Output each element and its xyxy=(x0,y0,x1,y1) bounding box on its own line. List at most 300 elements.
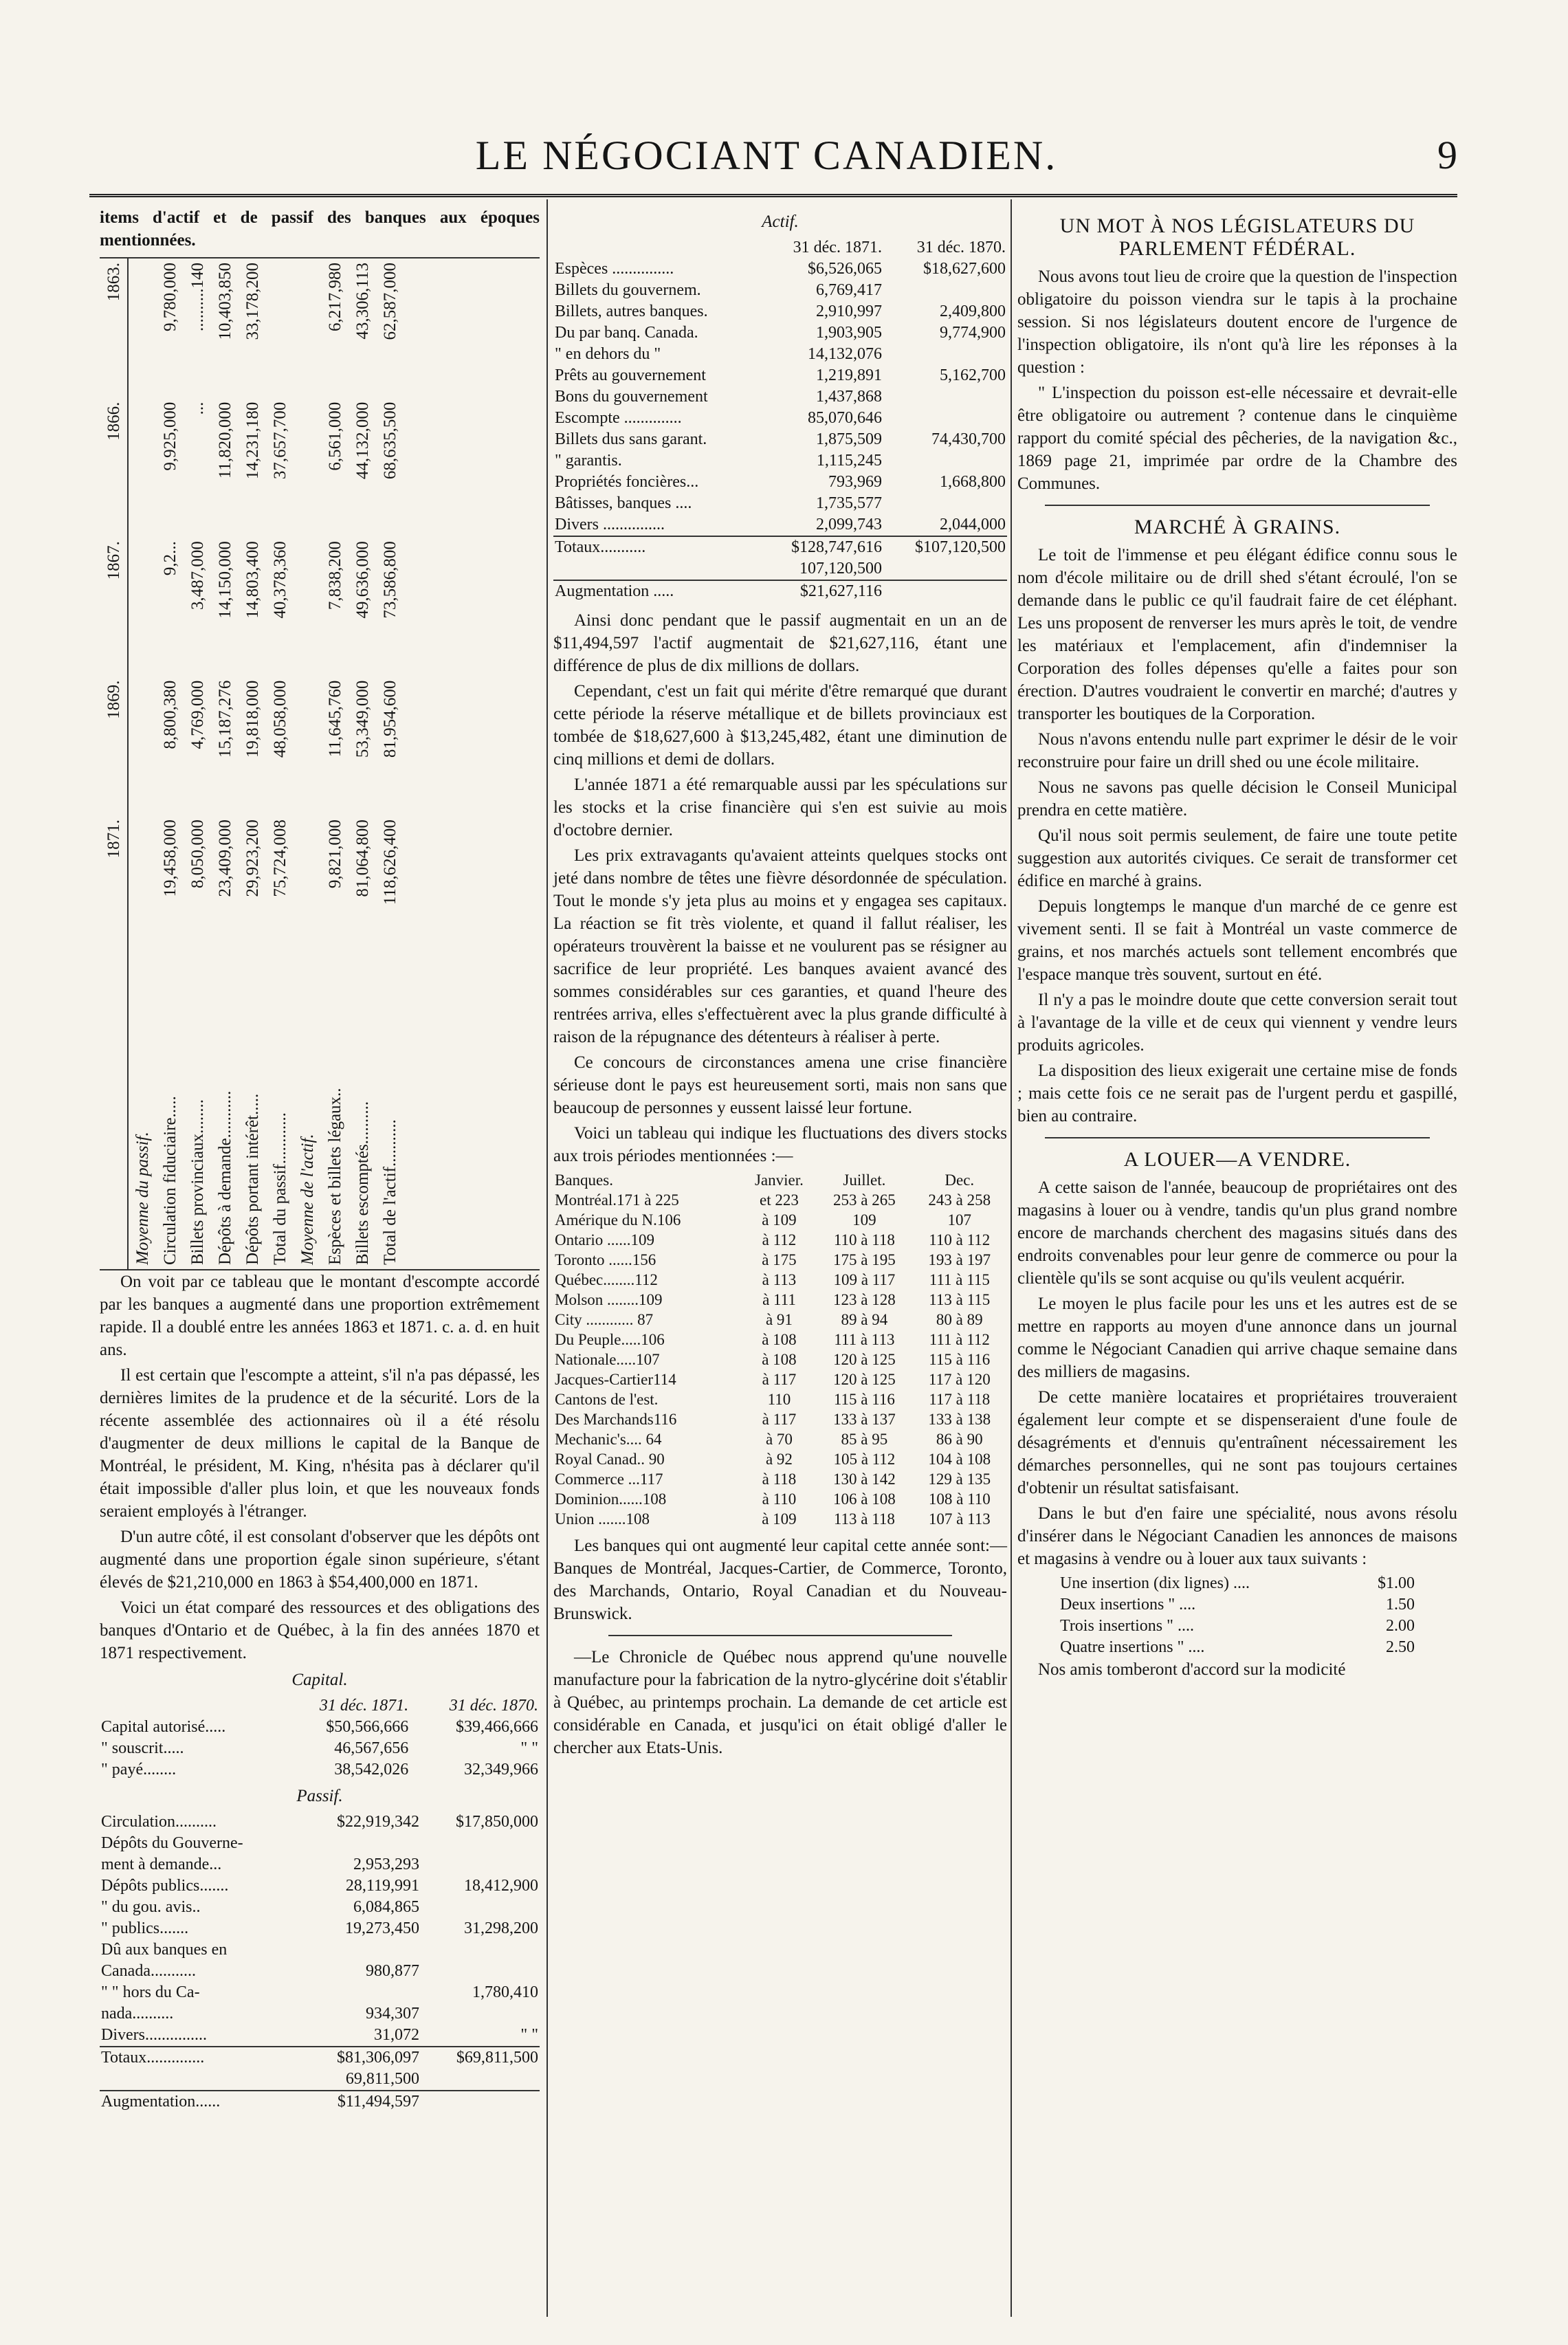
cell: à 70 xyxy=(765,1431,793,1448)
table-row-label: Totaux.............. xyxy=(101,2049,205,2067)
paragraph: De cette manière locataires et propriétaires trouveraient également leur compte et se dispenseraient d'une foule de désagréments et d'ennuis qu'entraînent nécessairement les démarches personnelles, qui ne sont pas toujours certaines d'obtenir un résultat satisfaisant. xyxy=(1017,1388,1457,1497)
column-divider xyxy=(1011,199,1012,2317)
paragraph: A cette saison de l'année, beaucoup de propriétaires ont des magasins à louer ou à vendre, tandis qu'un plus grand nombre encore de marchands cherchent des magasins situés dans des endroits convenables pour leur genre de commerce ou pour la clientèle qu'ils se sont acquise ou qu'ils veulent acquérir. xyxy=(1017,1178,1457,1288)
cell xyxy=(421,1897,540,1918)
cell: 1,903,905 xyxy=(815,324,882,342)
cell xyxy=(421,1833,540,1854)
table-row xyxy=(553,280,1007,301)
table-row xyxy=(553,1489,1007,1509)
table-row-label: " souscrit..... xyxy=(101,1739,184,1757)
divider xyxy=(1045,505,1430,506)
cell: 107 à 113 xyxy=(928,1510,991,1528)
paragraph: Nos amis tomberont d'accord sur la modicité xyxy=(1038,1660,1346,1679)
cell xyxy=(883,280,1007,301)
table-row-label: Prêts au gouvernement xyxy=(555,366,706,384)
passif-table xyxy=(100,1812,540,2113)
cell: 86 à 90 xyxy=(936,1431,983,1448)
cell: Jacques-Cartier114 xyxy=(555,1371,676,1388)
cell: $128,747,616 xyxy=(791,538,882,556)
cell xyxy=(302,1982,421,2003)
year-head: 1869. xyxy=(100,676,128,816)
cell: et 223 xyxy=(760,1191,799,1209)
table-row xyxy=(553,1369,1007,1389)
table-row-label: Dû aux banques en xyxy=(101,1941,228,1959)
cell: 175 à 195 xyxy=(833,1251,896,1268)
heading-marche-grains: MARCHÉ À GRAINS. xyxy=(1134,516,1341,538)
cell: 1,668,800 xyxy=(940,473,1006,491)
col-head: Dec. xyxy=(945,1171,975,1189)
cell: 111 à 112 xyxy=(929,1331,990,1348)
cell: 6,561,000 xyxy=(325,401,344,471)
table-row xyxy=(553,1389,1007,1409)
column-1 xyxy=(100,206,540,2113)
table-row xyxy=(553,322,1007,344)
cell xyxy=(302,1833,421,1854)
column-1-text xyxy=(100,1270,540,1664)
cell: 118,626,400 xyxy=(380,819,399,905)
table-row xyxy=(553,1429,1007,1449)
table-row xyxy=(100,1812,540,1833)
table-row xyxy=(553,450,1007,472)
cell: 129 à 135 xyxy=(928,1471,991,1488)
cell: 44,132,000 xyxy=(353,401,372,480)
table-row-label: Billets du gouvernem. xyxy=(555,281,701,299)
cell: 85 à 95 xyxy=(841,1431,888,1448)
cell: Commerce ...117 xyxy=(555,1471,663,1488)
cell: 6,769,417 xyxy=(815,281,882,299)
table-row xyxy=(553,472,1007,493)
cell: 75,724,008 xyxy=(270,819,289,897)
cell xyxy=(883,408,1007,429)
cell: 7,838,200 xyxy=(325,541,344,610)
cell xyxy=(302,1939,421,1961)
table-row-label: Billets, autres banques. xyxy=(555,302,708,320)
table-row xyxy=(553,1190,1007,1210)
cell: 14,150,000 xyxy=(215,541,234,619)
cell xyxy=(266,258,294,398)
cell: Des Marchands116 xyxy=(555,1411,677,1428)
cell: $50,566,666 xyxy=(326,1718,409,1736)
table-row-label: Propriétés foncières... xyxy=(555,473,699,491)
table-row-label: " garantis. xyxy=(555,452,622,470)
cell: 85,070,646 xyxy=(807,409,882,427)
table-row xyxy=(553,1250,1007,1270)
col-head: Juillet. xyxy=(843,1171,886,1189)
paragraph: Nous n'avons entendu nulle part exprimer le désir de le voir reconstruire pour faire un drill shed ou une école militaire. xyxy=(1017,730,1457,771)
paragraph: La disposition des lieux exigerait une certaine mise de fonds ; mais cette fois ce ne serait pas de l'urgent perdu et gaspillé, bien au contraire. xyxy=(1017,1061,1457,1125)
cell: Amérique du N.106 xyxy=(555,1211,681,1229)
cell: 31,298,200 xyxy=(464,1919,538,1937)
cell: 5,162,700 xyxy=(940,366,1006,384)
cell: 9,925,000 xyxy=(160,401,179,471)
table-row-label: Canada........... xyxy=(101,1962,196,1980)
cell: à 108 xyxy=(762,1351,797,1368)
table-row xyxy=(100,1833,540,1854)
cell: 110 à 112 xyxy=(929,1231,991,1248)
paragraph: L'année 1871 a été remarquable aussi par les spéculations sur les stocks et la crise financière qui s'en est suivie au mois d'octobre dernier. xyxy=(553,775,1007,839)
newspaper-title: LE NÉGOCIANT CANADIEN. xyxy=(475,133,1058,178)
actif-title: Actif. xyxy=(762,212,799,231)
table-row xyxy=(100,1961,540,1982)
cell: Toronto ......156 xyxy=(555,1251,656,1268)
cell: 104 à 108 xyxy=(928,1451,991,1468)
cell: 6,084,865 xyxy=(353,1898,419,1916)
table-row-label: " payé........ xyxy=(101,1761,177,1779)
cell: 43,306,113 xyxy=(353,263,372,340)
cell: 14,132,076 xyxy=(807,345,882,363)
table-row xyxy=(553,386,1007,408)
cell: 28,119,991 xyxy=(345,1877,419,1895)
cell: 37,657,700 xyxy=(270,401,289,480)
table-row xyxy=(184,258,211,1269)
cell: 14,231,180 xyxy=(243,401,262,480)
table-row-label: Espèces et billets légaux.. xyxy=(325,1088,344,1265)
table-row-label: Dépôts portant intérêt..... xyxy=(243,1093,262,1265)
paragraph: Les banques qui ont augmenté leur capital cette année sont:—Banques de Montréal, Jacques-Cartier, de Commerce, Toronto, des Marchands, Ontario, Royal Canadian et du Nouveau-Brunswick. xyxy=(553,1537,1007,1623)
paragraph: Le moyen le plus facile pour les uns et les autres est de se mettre en rapports au moyen d'une annonce dans un journal comme le Négociant Canadien qui arrive chaque semaine dans des milliers de magasins. xyxy=(1017,1295,1457,1381)
cell: 1,437,868 xyxy=(815,388,882,406)
table-row-label: " " hors du Ca- xyxy=(101,1983,200,2001)
cell: 69,811,500 xyxy=(345,2070,419,2088)
table-row-label: Total du passif............ xyxy=(270,1112,289,1265)
page-number: 9 xyxy=(1437,133,1457,177)
table-row-label: Divers............... xyxy=(101,2026,207,2044)
cell: " " xyxy=(520,1739,538,1757)
paragraph: Le toit de l'immense et peu élégant édifice connu sous le nom d'école militaire ou de drill shed s'étant écroulé, l'on se demande dans le public ce qu'il faudrait faire de cet éléphant. Les uns proposent de renverser les murs après le toit, de vendre les matériaux et l'emplacement, afin d'indemniser la Corporation des folles dépenses qu'elle a faites pour son érection. D'autres voudraient le convertir en marché; d'autres y transporter les boutiques de la Corporation. xyxy=(1017,546,1457,723)
cell: 2,910,997 xyxy=(815,302,882,320)
cell: Du Peuple.....106 xyxy=(555,1331,665,1348)
cell: " " xyxy=(520,2026,538,2044)
table-row-label: Billets provinciaux........ xyxy=(188,1099,207,1265)
header-rule xyxy=(89,194,1457,201)
table-row-label: " en dehors du " xyxy=(555,345,661,363)
table-row-label: Bons du gouvernement xyxy=(555,388,708,406)
cell: 1,780,410 xyxy=(472,1983,538,2001)
cell: 11,645,760 xyxy=(325,680,344,758)
col-head: Janvier. xyxy=(754,1171,804,1189)
table-row-label: Billets dus sans garant. xyxy=(555,430,707,448)
table-intro: items d'actif et de passif des banques aux époques mentionnées. xyxy=(100,208,540,250)
cell: 2,044,000 xyxy=(940,516,1006,533)
cell: 81,064,800 xyxy=(353,819,372,897)
cell: Mechanic's.... 64 xyxy=(555,1431,662,1448)
cell: 1,115,245 xyxy=(816,452,882,470)
rates-table xyxy=(1059,1573,1416,1658)
cell: 2,953,293 xyxy=(353,1856,419,1873)
cell: 110 xyxy=(767,1391,791,1408)
cell: $107,120,500 xyxy=(915,538,1006,556)
cell: $6,526,065 xyxy=(807,260,882,278)
cell: $39,466,666 xyxy=(456,1718,538,1736)
cell: 15,187,276 xyxy=(215,680,234,758)
table-row xyxy=(553,429,1007,450)
cell: Ontario ......109 xyxy=(555,1231,655,1248)
cell: 29,923,200 xyxy=(243,819,262,897)
cell: 6,217,980 xyxy=(325,263,344,331)
table-row-label: Espèces ............... xyxy=(555,260,674,278)
cell: 19,273,450 xyxy=(344,1919,419,1937)
cell: 9,2... xyxy=(160,541,179,576)
cell xyxy=(421,1854,540,1875)
table-row xyxy=(1059,1637,1416,1658)
paragraph: " L'inspection du poisson est-elle nécessaire et devrait-elle être obligatoire ou autrement ? contenue dans le cinquième rapport du comité spécial des pêcheries, de la navigation &c., 1869 page 21, imprimée par ordre de la Chambre des Communes. xyxy=(1017,384,1457,493)
cell: $11,494,597 xyxy=(337,2093,419,2111)
year-head: 1871. xyxy=(100,815,128,967)
cell xyxy=(883,386,1007,408)
table-row-label: Total de l'actif........... xyxy=(380,1119,399,1265)
table-row xyxy=(100,1897,540,1918)
cell: 62,587,000 xyxy=(380,263,399,340)
paragraph: Il est certain que l'escompte a atteint, s'il n'a pas dépassé, les dernières limites de la prudence et de la sécurité. Lors de la récente assemblée des actionnaires où il a été résolu d'augmenter de deux millions le capital de la Banque de Montréal, le président, M. King, n'hésita pas à déclarer qu'il était impossible d'aller plus loin, et que les nouveaux fonds seraient employés à l'étranger. xyxy=(100,1366,540,1521)
table-row xyxy=(211,258,239,1269)
cell: 80 à 89 xyxy=(936,1311,983,1328)
cell: à 175 xyxy=(762,1251,797,1268)
paragraph: D'un autre côté, il est consolant d'observer que les dépôts ont augmenté dans une proportion égale sinon supérieure, s'étant élevés de $21,210,000 en 1863 à $54,400,000 en 1871. xyxy=(100,1528,540,1592)
cell: 111 à 113 xyxy=(834,1331,895,1348)
table-row-label: Augmentation ..... xyxy=(555,582,674,600)
cell: 14,803,400 xyxy=(243,541,262,619)
column-3 xyxy=(1017,206,1457,1684)
paragraph: Qu'il nous soit permis seulement, de faire une toute petite suggestion aux autorités civiques. Ce serait de transformer cet édifice en marché à grains. xyxy=(1017,826,1457,890)
col-head: 31 déc. 1870. xyxy=(449,1697,538,1715)
cell xyxy=(421,1961,540,1982)
paragraph: Nous ne savons pas quelle décision le Conseil Municipal prendra en cette matière. xyxy=(1017,778,1457,819)
cell: 89 à 94 xyxy=(841,1311,888,1328)
cell: 2,099,743 xyxy=(815,516,882,533)
table-row xyxy=(100,1939,540,1961)
table-row-label: Dépôts à demande........... xyxy=(215,1090,234,1265)
cell: 111 à 115 xyxy=(929,1271,990,1288)
table-row xyxy=(553,514,1007,536)
year-head: 1866. xyxy=(100,398,128,538)
cell: 4,769,000 xyxy=(188,680,207,749)
cell: 9,780,000 xyxy=(160,263,179,331)
table-row xyxy=(100,2003,540,2025)
cell: 18,412,900 xyxy=(464,1877,538,1895)
bank-averages-table xyxy=(100,257,540,1270)
table-row xyxy=(553,1449,1007,1469)
table-row xyxy=(1059,1616,1416,1637)
table-row xyxy=(553,301,1007,322)
table-row xyxy=(1059,1594,1416,1616)
cell: 107 xyxy=(947,1211,972,1229)
cell: ..........140 xyxy=(188,263,207,331)
table-row xyxy=(553,258,1007,280)
table-row xyxy=(349,258,376,1269)
table-row-label: Billets escomptés.......... xyxy=(353,1101,372,1265)
cell: $22,919,342 xyxy=(336,1813,419,1831)
paragraph: Nous avons tout lieu de croire que la question de l'inspection obligatoire du poisson viendra sur le tapis à la prochaine session. Si nos législateurs doutent encore de l'urgence de l'inspection obligatoire, ils n'ont qu'à lire les réponses à la question : xyxy=(1017,267,1457,377)
cell: 38,542,026 xyxy=(334,1761,409,1779)
cell xyxy=(883,344,1007,365)
table-row xyxy=(239,258,266,1269)
table-row xyxy=(100,1982,540,2003)
cell: 48,058,000 xyxy=(270,680,289,758)
cell: $69,811,500 xyxy=(456,2049,538,2067)
cell: Royal Canad.. 90 xyxy=(555,1451,665,1468)
table-row xyxy=(376,258,404,1269)
table-row-label: Totaux........... xyxy=(555,538,646,556)
divider xyxy=(1045,1137,1430,1138)
cell: 193 à 197 xyxy=(928,1251,991,1268)
paragraph: Voici un état comparé des ressources et des obligations des banques d'Ontario et de Québec, à la fin des années 1870 et 1871 respectivement. xyxy=(100,1598,540,1662)
cell xyxy=(883,493,1007,514)
cell: 68,635,500 xyxy=(380,401,399,480)
cell: 74,430,700 xyxy=(931,430,1006,448)
cell: 9,774,900 xyxy=(940,324,1006,342)
table-row xyxy=(553,365,1007,386)
table-row xyxy=(266,258,294,1269)
col-head: 31 déc. 1870. xyxy=(916,239,1006,256)
cell: à 117 xyxy=(762,1371,797,1388)
table-row xyxy=(553,344,1007,365)
paragraph: —Le Chronicle de Québec nous apprend qu'une nouvelle manufacture pour la fabrication de la nytro-glycérine doit s'établir à Québec, au printemps prochain. La demande de cet article est considérable en Canada, et jusqu'ici on était obligé d'aller le chercher aux Etats-Unis. xyxy=(553,1648,1007,1757)
cell: 31,072 xyxy=(373,2026,419,2044)
table-row-label: Quatre insertions " .... xyxy=(1060,1638,1205,1656)
cell: $1.00 xyxy=(1378,1574,1415,1592)
cell: à 113 xyxy=(762,1271,797,1288)
cell: Nationale.....107 xyxy=(555,1351,660,1368)
paragraph: Cependant, c'est un fait qui mérite d'être remarqué que durant cette période la réserve métallique et de billets provinciaux est tombée de $18,627,600 à $13,245,482, étant une diminution de cinq millions et demi de dollars. xyxy=(553,682,1007,769)
capital-table xyxy=(100,1695,540,1781)
stocks-table xyxy=(553,1170,1007,1529)
paragraph: On voit par ce tableau que le montant d'escompte accordé par les banques a augmenté dans une proportion extrêmement rapide. Il a doublé entre les années 1863 et 1871. c. a. d. en huit ans. xyxy=(100,1273,540,1359)
cell: 109 xyxy=(852,1211,876,1229)
cell: 11,820,000 xyxy=(215,401,234,479)
cell xyxy=(421,2003,540,2025)
capital-title: Capital. xyxy=(291,1671,348,1689)
cell: 117 à 118 xyxy=(929,1391,991,1408)
cell: $21,627,116 xyxy=(799,582,882,600)
paragraph: Ainsi donc pendant que le passif augmentait en un an de $11,494,597 l'actif augmentait de $21,627,116, étant une différence de plus de dix millions de dollars. xyxy=(553,611,1007,675)
cell: 33,178,200 xyxy=(243,263,262,340)
cell: à 109 xyxy=(762,1510,797,1528)
cell: 19,818,000 xyxy=(243,680,262,758)
cell: à 112 xyxy=(762,1231,797,1248)
table-row-label: Bâtisses, banques .... xyxy=(555,494,692,512)
cell: Molson ........109 xyxy=(555,1291,663,1308)
table-row xyxy=(1059,1573,1416,1594)
cell: 120 à 125 xyxy=(833,1371,896,1388)
cell: 980,877 xyxy=(365,1962,419,1980)
column-divider xyxy=(546,199,548,2317)
cell: 81,954,600 xyxy=(380,680,399,758)
cell: 113 à 115 xyxy=(929,1291,991,1308)
section-title: Moyenne du passif. xyxy=(133,1132,152,1265)
cell: 9,821,000 xyxy=(325,819,344,889)
cell: à 110 xyxy=(762,1490,797,1508)
table-row xyxy=(553,1409,1007,1429)
table-row-label: Trois insertions " .... xyxy=(1060,1617,1194,1635)
cell: 8,050,000 xyxy=(188,819,207,889)
cell: 120 à 125 xyxy=(833,1351,896,1368)
table-row xyxy=(553,1210,1007,1230)
cell: à 109 xyxy=(762,1211,797,1229)
table-row-label: Capital autorisé..... xyxy=(101,1718,226,1736)
table-row-label: " du gou. avis.. xyxy=(101,1898,201,1916)
cell: 123 à 128 xyxy=(833,1291,896,1308)
cell: 2.50 xyxy=(1386,1638,1415,1656)
table-row xyxy=(100,1759,540,1781)
cell: à 118 xyxy=(762,1471,797,1488)
cell: à 111 xyxy=(762,1291,796,1308)
table-row xyxy=(100,1717,540,1738)
cell: 133 à 138 xyxy=(928,1411,991,1428)
table-row xyxy=(553,493,1007,514)
cell: 115 à 116 xyxy=(833,1391,895,1408)
heading-louer-vendre: A LOUER—A VENDRE. xyxy=(1123,1148,1351,1171)
running-header xyxy=(76,124,1457,199)
cell: 243 à 258 xyxy=(928,1191,991,1209)
cell: 117 à 120 xyxy=(928,1371,991,1388)
table-row-label: Deux insertions " .... xyxy=(1060,1596,1196,1614)
table-row xyxy=(321,258,349,1269)
cell: 73,586,800 xyxy=(380,541,399,619)
cell: 1,735,577 xyxy=(815,494,882,512)
table-row xyxy=(553,1290,1007,1310)
cell: 133 à 137 xyxy=(833,1411,896,1428)
divider xyxy=(608,1635,952,1636)
table-row xyxy=(553,1330,1007,1350)
table-row xyxy=(553,1350,1007,1369)
column-2-text xyxy=(553,609,1007,1167)
cell: 110 à 118 xyxy=(833,1231,895,1248)
paragraph: Voici un tableau qui indique les fluctuations des divers stocks aux trois périodes mentionnées :— xyxy=(553,1124,1007,1165)
cell: 2.00 xyxy=(1386,1617,1415,1635)
paragraph: Depuis longtemps le manque d'un marché de ce genre est vivement senti. Il se fait à Montréal un vaste commerce de grains, et nos marchés actuels sont tellement encombrés que l'espace manque très souvent, surtout en été. xyxy=(1017,897,1457,984)
cell: 53,349,000 xyxy=(353,680,372,758)
table-row xyxy=(100,2025,540,2047)
table-row xyxy=(553,1310,1007,1330)
heading-legislateurs: UN MOT À NOS LÉGISLATEURS DU PARLEMENT FÉDÉRAL. xyxy=(1059,214,1415,260)
table-row-label: Escompte .............. xyxy=(555,409,682,427)
cell: Montréal.171 à 225 xyxy=(555,1191,679,1209)
cell: 108 à 110 xyxy=(928,1490,991,1508)
section-title: Moyenne de l'actif. xyxy=(298,1134,317,1265)
cell: 106 à 108 xyxy=(833,1490,896,1508)
col-head: 31 déc. 1871. xyxy=(319,1697,409,1715)
cell: $17,850,000 xyxy=(456,1813,538,1831)
col-head: 31 déc. 1871. xyxy=(793,239,882,256)
col-head xyxy=(100,968,128,1270)
table-row-label: " publics....... xyxy=(101,1919,189,1937)
cell: Cantons de l'est. xyxy=(555,1391,659,1408)
table-row xyxy=(100,1854,540,1875)
year-head: 1863. xyxy=(100,258,128,398)
cell: 10,403,850 xyxy=(215,263,234,340)
paragraph: Ce concours de circonstances amena une crise financière sérieuse dont le pays est heureusement sorti, mais non sans que beaucoup de personnes y eussent laissé leur fortune. xyxy=(553,1053,1007,1117)
passif-title: Passif. xyxy=(296,1787,343,1805)
cell: 1,219,891 xyxy=(815,366,882,384)
cell: 109 à 117 xyxy=(833,1271,896,1288)
cell: 130 à 142 xyxy=(833,1471,896,1488)
table-row-label: Circulation.......... xyxy=(101,1813,217,1831)
table-row xyxy=(100,1738,540,1759)
cell: 23,409,000 xyxy=(215,819,234,897)
table-row xyxy=(553,1469,1007,1489)
table-row-label: Circulation fiduciaire..... xyxy=(160,1096,179,1265)
cell: $18,627,600 xyxy=(923,260,1006,278)
cell xyxy=(883,450,1007,472)
cell: Dominion......108 xyxy=(555,1490,667,1508)
cell: à 108 xyxy=(762,1331,797,1348)
paragraph: Les prix extravagants qu'avaient atteints quelques stocks ont jeté dans nombre de têtes une fièvre désordonnée de spéculation. Tout le monde s'y jeta plus au moins et y engagea ses capitaux. La réaction se fit très violente, et quand il fallut réaliser, les opérateurs trouvèrent la baisse et ne voulurent pas se résigner au sacrifice de leur propriété. Les banques avaient avancé des sommes considérables sur ces garanties, et quand l'heure des rentrées arriva, elles s'effectuèrent avec la plus grande difficulté à raison de la répugnance des détenteurs à réaliser à perte. xyxy=(553,846,1007,1046)
table-row-label: nada.......... xyxy=(101,2005,174,2023)
paragraph: Il n'y a pas le moindre doute que cette conversion serait tout à l'avantage de la ville et de ceux qui viennent y vendre leurs produits agricoles. xyxy=(1017,991,1457,1055)
cell: Union .......108 xyxy=(555,1510,650,1528)
cell: 49,636,000 xyxy=(353,541,372,619)
cell: $81,306,097 xyxy=(336,2049,419,2067)
